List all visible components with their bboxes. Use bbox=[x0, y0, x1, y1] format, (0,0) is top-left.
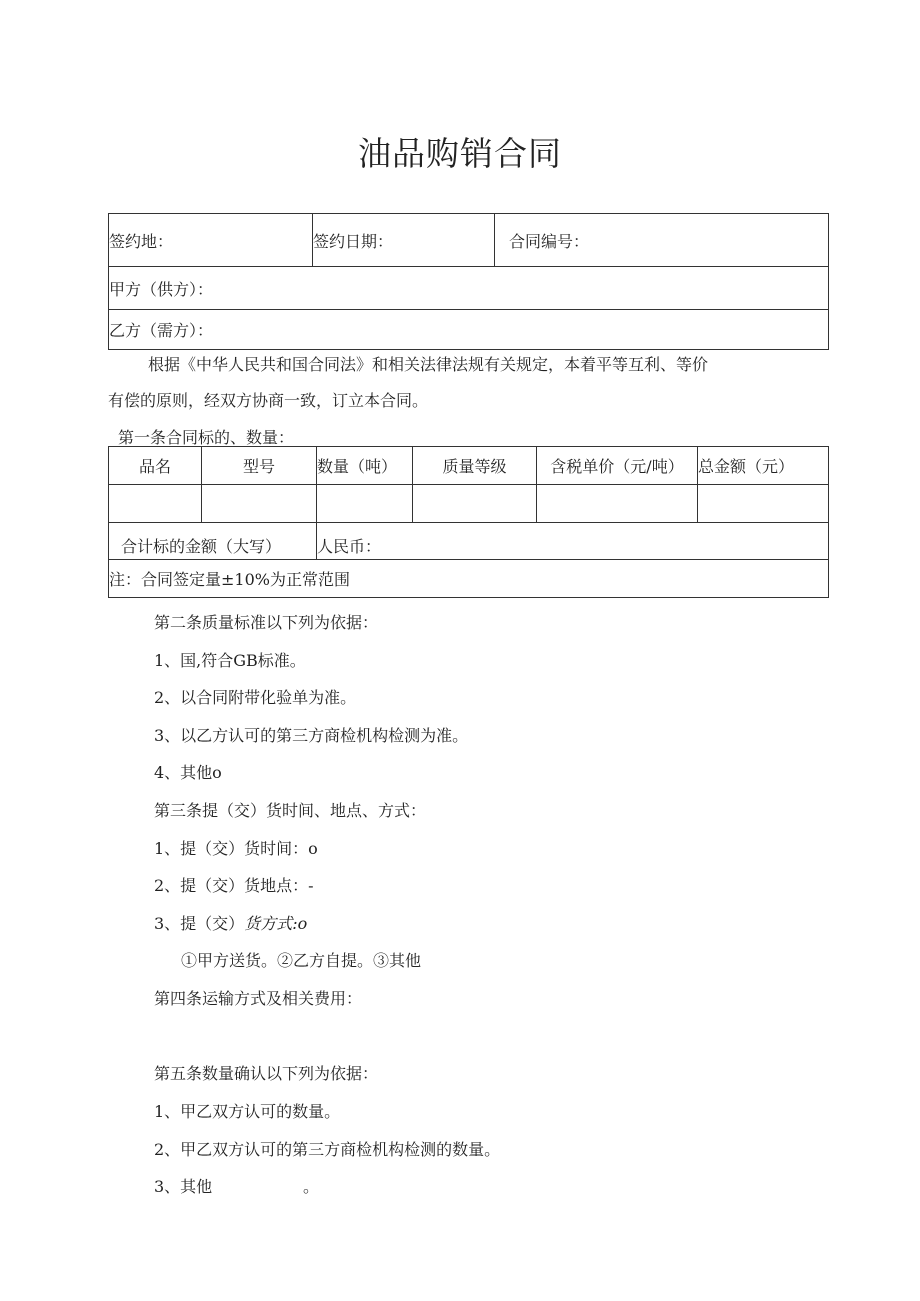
article-3-item-3 bbox=[154, 911, 307, 934]
contract-info-table bbox=[108, 213, 829, 350]
note-row bbox=[109, 560, 829, 598]
total-row bbox=[109, 523, 829, 560]
contract-no-label: 合同编号： bbox=[509, 231, 590, 251]
article-2-title: 第二条质量标准以下列为依据： bbox=[154, 613, 379, 632]
article-1-title: 第一条合同标的、数量： bbox=[118, 428, 295, 447]
sign-date-cell bbox=[313, 214, 495, 267]
cell-quantity bbox=[317, 485, 413, 523]
total-amount-label: 合计标的金额（大写） bbox=[109, 523, 317, 560]
sign-date-label: 签约日期： bbox=[313, 231, 394, 251]
party-b-label: 乙方（需方）： bbox=[109, 321, 214, 340]
party-a-cell bbox=[109, 267, 829, 310]
cell-product bbox=[109, 485, 202, 523]
subject-matter-table bbox=[108, 446, 829, 598]
contract-no-cell bbox=[495, 214, 829, 267]
col-header-total-amount: 总金额（元） bbox=[698, 447, 829, 485]
table-row bbox=[109, 485, 829, 523]
rmb-label: 人民币： bbox=[317, 523, 829, 560]
cell-unit-price bbox=[537, 485, 698, 523]
article-5-title: 第五条数量确认以下列为依据： bbox=[154, 1064, 379, 1083]
col-header-model: 型号 bbox=[202, 447, 317, 485]
cell-model bbox=[202, 485, 317, 523]
party-a-label: 甲方（供方）： bbox=[109, 279, 214, 299]
sign-place-cell bbox=[109, 214, 313, 267]
delivery-options: ①甲方送货。②乙方自提。③其他 bbox=[181, 951, 422, 970]
article-4-title: 第四条运输方式及相关费用： bbox=[154, 989, 363, 1008]
article-3-item-1: 1、提（交）货时间：o bbox=[154, 839, 318, 858]
article-3-title: 第三条提（交）货时间、地点、方式： bbox=[154, 801, 427, 820]
article-2-item-4: 4、其他o bbox=[154, 763, 222, 782]
document-title: 油品购销合同 bbox=[358, 134, 562, 173]
col-header-product: 品名 bbox=[109, 447, 202, 485]
article-3-item-3-prefix: 3、提（交） bbox=[154, 914, 245, 933]
quantity-tolerance-note: 注：合同签定量±10%为正常范围 bbox=[109, 560, 829, 598]
article-2-item-3: 3、以乙方认可的第三方商检机构检测为准。 bbox=[154, 726, 469, 745]
sign-place-label: 签约地： bbox=[109, 231, 174, 251]
intro-line-2: 有偿的原则，经双方协商一致，订立本合同。 bbox=[108, 391, 429, 410]
article-5-item-3-end: 。 bbox=[303, 1177, 320, 1196]
article-5-item-1: 1、甲乙双方认可的数量。 bbox=[154, 1102, 341, 1121]
intro-line-1: 根据《中华人民共和国合同法》和相关法律法规有关规定，本着平等互利、等价 bbox=[148, 355, 709, 374]
col-header-quality-grade: 质量等级 bbox=[413, 447, 537, 485]
col-header-quantity: 数量（吨） bbox=[317, 447, 413, 485]
article-5-item-2: 2、甲乙双方认可的第三方商检机构检测的数量。 bbox=[154, 1140, 501, 1159]
article-3-item-3-suffix: 货方式:o bbox=[244, 914, 308, 933]
article-3-item-2: 2、提（交）货地点：- bbox=[154, 876, 314, 895]
article-2-item-2: 2、以合同附带化验单为准。 bbox=[154, 688, 357, 707]
article-5-item-3: 3、其他 bbox=[154, 1177, 213, 1196]
article-2-item-1: 1、国,符合GB标准。 bbox=[154, 651, 306, 670]
table-header-row bbox=[109, 447, 829, 485]
cell-quality-grade bbox=[413, 485, 537, 523]
col-header-unit-price: 含税单价（元/吨） bbox=[537, 447, 698, 485]
cell-total-amount bbox=[698, 485, 829, 523]
party-b-cell bbox=[109, 310, 829, 350]
